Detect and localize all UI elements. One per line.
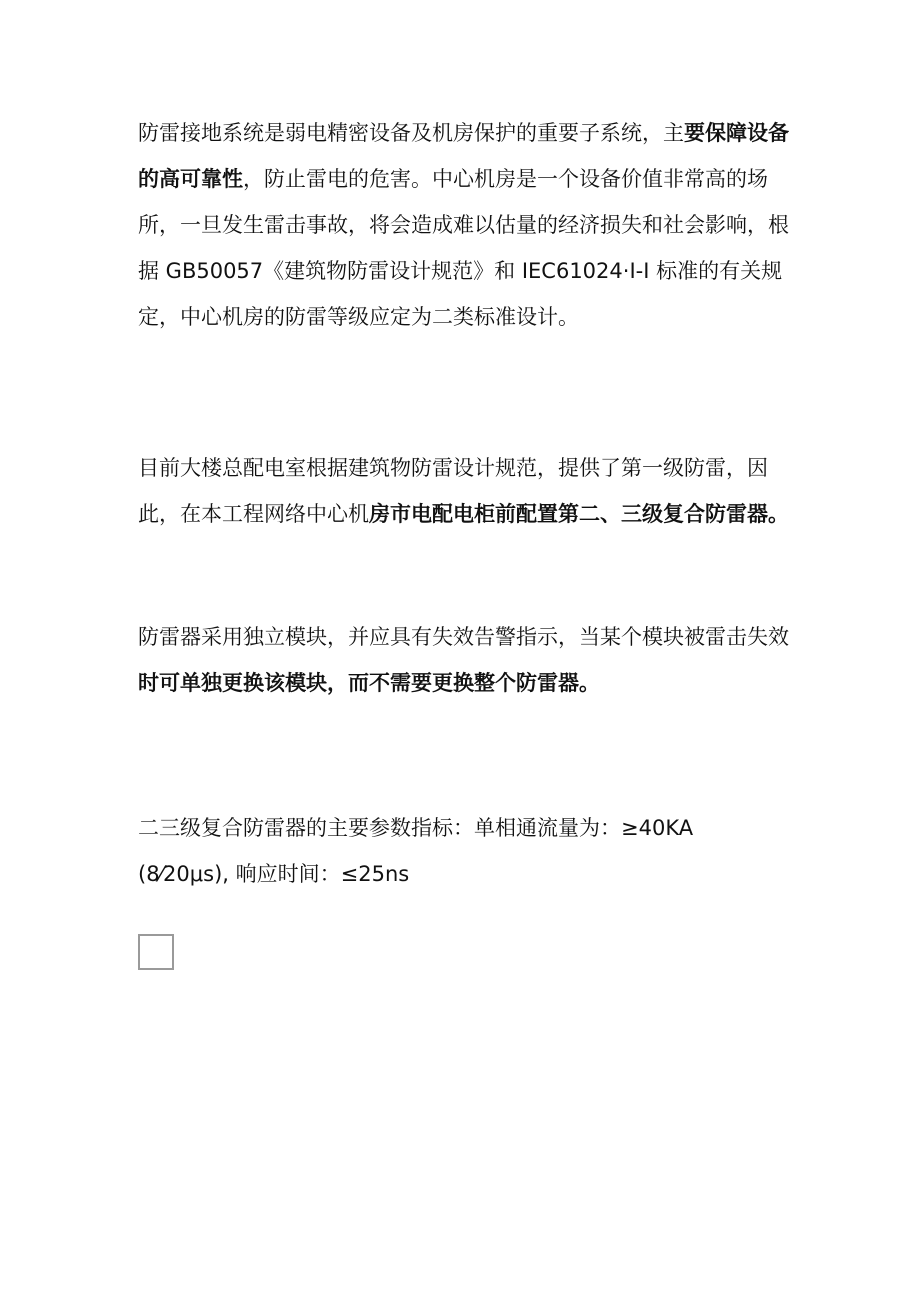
paragraph2-bold-text: 房市电配电柜前配置第二、三级复合防雷器。 bbox=[369, 502, 789, 526]
paragraph1-bold-text: 要保障设备的高可靠性 bbox=[138, 121, 789, 191]
parameters-line-1: 二三级复合防雷器的主要参数指标：单相通流量为：≥40KA bbox=[138, 816, 694, 840]
paragraph-lightning-grounding bbox=[138, 110, 808, 340]
paragraph3-text-1: 防雷器采用独立模块，并应具有失效告警指示，当某个模块被雷击失效 bbox=[138, 625, 789, 649]
paragraph-distribution-room bbox=[138, 445, 808, 537]
paragraph1-text-1: 防雷接地系统是弱电精密设备及机房保护的重要子系统，主 bbox=[138, 121, 684, 145]
paragraph-module-replacement bbox=[138, 614, 808, 706]
paragraph-parameters bbox=[138, 805, 808, 897]
empty-checkbox[interactable] bbox=[138, 934, 174, 970]
paragraph1-text-2: ，防止雷电的危害。中心机房是一个设备价值非常高的场所，一旦发生雷击事故，将会造成难以估量的经济损失和社会影响，根据 GB50057《建筑物防雷设计规范》和 IEC61024·I-I 标准的有关规定，中心机房的防雷等级应定为二类标准设计。 bbox=[138, 167, 789, 329]
paragraph3-bold-text: 时可单独更换该模块，而不需要更换整个防雷器。 bbox=[138, 671, 600, 695]
paragraph2-text-1: 目前大楼总配电室根据建筑物防雷设计规范，提供了第一级防雷，因此，在本工程网络中心机 bbox=[138, 456, 768, 526]
parameters-line-2: (8⁄20μs), 响应时间：≤25ns bbox=[138, 862, 410, 886]
